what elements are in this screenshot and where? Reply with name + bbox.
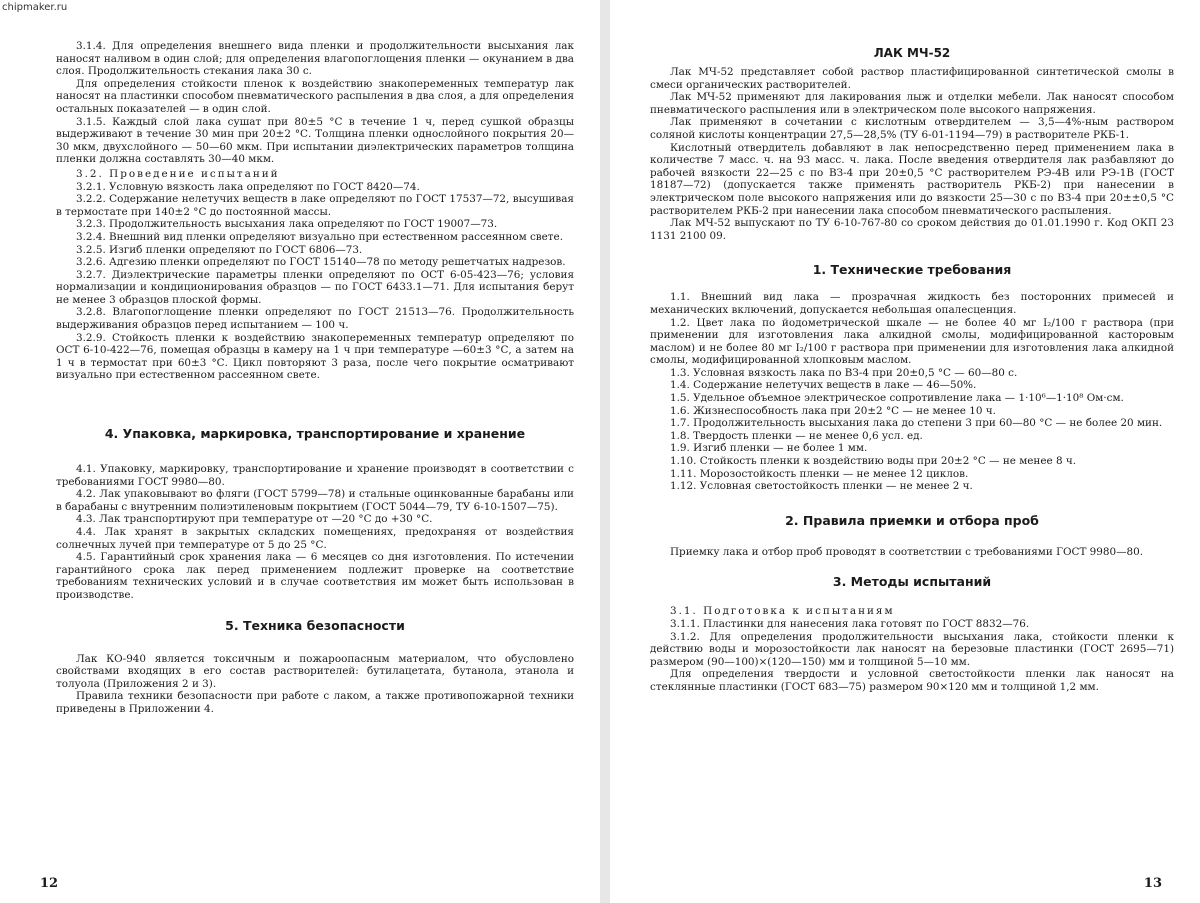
book-spine xyxy=(600,0,610,903)
paragraph: 1.3. Условная вязкость лака по ВЗ-4 при 20±0,5 °С — 60—80 с. xyxy=(670,366,1018,379)
paragraph: 3.2.8. Влагопоглощение пленки определяют по ГОСТ 21513—76. Продолжительность выдерживания образцов перед испытанием — 100 ч. xyxy=(56,306,574,332)
paragraph: 3.1.2. Для определения продолжительности высыхания лака, стойкости пленки к действию воды и морозостойкости лак наносят на березовые пластинки (ГОСТ 2695—71) размером (90—100)×(120—150) мм и толщиной 5—10 мм. xyxy=(650,630,1174,668)
left-top-paragraphs xyxy=(56,40,574,166)
paragraph: Приемку лака и отбор проб проводят в соответствии с требованиями ГОСТ 9980—80. xyxy=(670,545,1144,558)
section-3-title: 3. Методы испытаний xyxy=(832,574,992,590)
paragraph: 3.1.5. Каждый слой лака сушат при 80±5 °С в течение 1 ч, перед сушкой образцы выдерживают в течение 30 мин при 20±2 °С. Толщина пленки однослойного покрытия 20—30 мкм, двухслойного — 50—60 мкм. При испытании диэлектрических параметров толщина пленки должна составлять 30—40 мкм. xyxy=(56,115,574,166)
paragraph: 3.2.4. Внешний вид пленки определяют визуально при естественном рассеянном свете. xyxy=(76,230,563,243)
section-2-title: 2. Правила приемки и отбора проб xyxy=(785,512,1039,528)
paragraph: Лак МЧ-52 применяют для лакирования лыж и отделки мебели. Лак наносят способом пневматического распыления или в электрическом поле высокого напряжения. xyxy=(650,91,1174,116)
paragraph: Лак КО-940 является токсичным и пожароопасным материалом, что обусловлено свойствами входящих в его состав растворителей: бутилацетата, бутанола, этанола и толуола (Приложения 2 и 3). xyxy=(56,652,574,690)
paragraph: 1.12. Условная светостойкость пленки — не менее 2 ч. xyxy=(670,480,973,493)
paragraph: 1.1. Внешний вид лака — прозрачная жидкость без посторонних примесей и механических включений, допускается небольшая опалесценция. xyxy=(650,291,1174,316)
paragraph: 3.1.4. Для определения внешнего вида пленки и продолжительности высыхания лак наносят наливом в один слой; для определения влагопоглощения пленки — окунанием в два слоя. Продолжительность стекания лака 30 с. xyxy=(56,40,574,78)
left-section-3-2-paragraphs xyxy=(56,181,574,383)
section-5-title: 5. Техника безопасности xyxy=(225,617,405,633)
paragraph: 1.2. Цвет лака по йодометрической шкале — не более 40 мг I₂/100 г раствора (при применении для изготовления лака алкидной смолы, модифицированной касторовым маслом) и не более 80 мг I₂/100 г раствора при применении для изготовления лака алкидной смолы, модифицированной хлопковым маслом. xyxy=(650,316,1174,367)
paragraph: 4.4. Лак хранят в закрытых складских помещениях, предохраняя от воздействия солнечных лучей при температуре от 5 до 25 °С. xyxy=(56,526,574,551)
paragraph: 4.2. Лак упаковывают во фляги (ГОСТ 5799—78) и стальные оцинкованные барабаны или в барабаны с внутренним полиэтиленовым покрытием (ГОСТ 5044—79, ТУ 6-10-1507—75). xyxy=(56,488,574,513)
paragraph: 1.7. Продолжительность высыхания лака до степени 3 при 60—80 °С — не более 20 мин. xyxy=(670,417,1163,430)
paragraph: 4.1. Упаковку, маркировку, транспортирование и хранение производят в соответствии с требованиями ГОСТ 9980—80. xyxy=(56,463,574,488)
paragraph: Правила техники безопасности при работе с лаком, а также противопожарной техники приведены в Приложении 4. xyxy=(56,690,574,715)
paragraph: 3.2.9. Стойкость пленки к воздействию знакопеременных температур определяют по ОСТ 6-10-422—76, помещая образцы в камеру на 1 ч при температуре —60±3 °С, а затем на 1 ч в термостат при 60±3 °С. Цикл повторяют 3 раза, после чего покрытие осматривают визуально при естественном рассеянном свете. xyxy=(56,331,574,382)
paragraph: Для определения твердости и условной светостойкости пленки лак наносят на стеклянные пластинки (ГОСТ 683—75) размером 90×120 мм и толщиной 1,2 мм. xyxy=(650,668,1174,693)
paragraph: 3.2.1. Условную вязкость лака определяют по ГОСТ 8420—74. xyxy=(76,180,420,193)
paragraph: 1.4. Содержание нелетучих веществ в лаке — 46—50%. xyxy=(670,379,977,392)
left-section-4-paragraphs xyxy=(56,463,574,602)
right-section-1-paragraphs xyxy=(650,291,1174,493)
paragraph: Лак МЧ-52 выпускают по ТУ 6-10-767-80 со сроком действия до 01.01.1990 г. Код ОКП 23 1131 2100 09. xyxy=(650,217,1174,242)
paragraph: 1.11. Морозостойкость пленки — не менее 12 циклов. xyxy=(670,467,969,480)
right-page xyxy=(610,0,1200,903)
watermark-text: chipmaker.ru xyxy=(2,2,68,13)
paragraph: 1.8. Твердость пленки — не менее 0,6 усл. ед. xyxy=(670,429,923,442)
right-section-3-paragraphs xyxy=(650,618,1174,694)
paragraph: Для определения стойкости пленок к воздействию знакопеременных температур лак наносят на пластинки способом пневматического распыления в два слоя, а для определения остальных показателей — в один слой. xyxy=(56,77,574,115)
paragraph: Лак применяют в сочетании с кислотным отвердителем — 3,5—4%-ным раствором соляной кислоты концентрации 27,5—28,5% (ТУ 6-01-1194—79) в растворителе РКБ-1. xyxy=(650,116,1174,141)
left-section-5-paragraphs xyxy=(56,653,574,716)
document-title: ЛАК МЧ-52 xyxy=(873,46,951,60)
paragraph: 3.2.3. Продолжительность высыхания лака определяют по ГОСТ 19007—73. xyxy=(76,218,498,231)
paragraph: 1.10. Стойкость пленки к воздействию воды при 20±2 °С — не менее 8 ч. xyxy=(670,455,1077,468)
paragraph: 4.5. Гарантийный срок хранения лака — 6 месяцев со дня изготовления. По истечении гарантийного срока лак перед применением подлежит проверке на соответствие требованиям технических условий и в случае соответствия им может быть использован в производстве. xyxy=(56,551,574,601)
paragraph: 3.2.6. Адгезию пленки определяют по ГОСТ 15140—78 по методу решетчатых надрезов. xyxy=(76,256,566,269)
section-3-1-heading: 3.1. Подготовка к испытаниям xyxy=(670,605,895,618)
paragraph: 1.9. Изгиб пленки — не более 1 мм. xyxy=(670,442,868,455)
paragraph: 3.2.7. Диэлектрические параметры пленки определяют по ОСТ 6-05-423—76; условия нормализации и кондиционирования образцов — по ГОСТ 6433.1—71. Для испытания берут не менее 3 образцов плоской формы. xyxy=(56,268,574,306)
section-4-title: 4. Упаковка, маркировка, транспортирование и хранение xyxy=(104,426,526,442)
paragraph: 3.2.5. Изгиб пленки определяют по ГОСТ 6806—73. xyxy=(76,243,363,256)
section-1-title: 1. Технические требования xyxy=(812,262,1012,278)
section-3-2-heading: 3.2. Проведение испытаний xyxy=(76,167,280,180)
paragraph: 3.1.1. Пластинки для нанесения лака готовят по ГОСТ 8832—76. xyxy=(670,618,1030,630)
page-number: 13 xyxy=(1143,876,1162,891)
page-number: 12 xyxy=(40,876,59,891)
right-intro-paragraphs xyxy=(650,66,1174,242)
paragraph: 1.5. Удельное объемное электрическое сопротивление лака — 1·10⁶—1·10⁸ Ом·см. xyxy=(670,392,1124,405)
right-section-2-paragraphs xyxy=(650,546,1174,559)
paragraph: Кислотный отвердитель добавляют в лак непосредственно перед применением лака в количестве 7 масс. ч. на 93 масс. ч. лака. После введения отвердителя лак разбавляют до рабочей вязкости 22—25 с по ВЗ-4 при 20±0,5 °С растворителем РЭ-4В или РЭ-1В (ГОСТ 18187—72) (допускается также применять растворитель РКБ-2) при нанесении в электрическом поле высокого напряжения или до вязкости 25—30 с по ВЗ-4 при 20±±0,5 °С растворителем РКБ-2 при нанесении лака способом пневматического распыления. xyxy=(650,141,1174,217)
paragraph: 3.2.2. Содержание нелетучих веществ в лаке определяют по ГОСТ 17537—72, высушивая в термостате при 140±2 °С до постоянной массы. xyxy=(56,193,574,218)
paragraph: Лак МЧ-52 представляет собой раствор пластифицированной синтетической смолы в смеси органических растворителей. xyxy=(650,66,1174,91)
paragraph: 1.6. Жизнеспособность лака при 20±2 °С — не менее 10 ч. xyxy=(670,404,996,417)
paragraph: 4.3. Лак транспортируют при температуре от —20 °С до +30 °С. xyxy=(76,513,433,526)
